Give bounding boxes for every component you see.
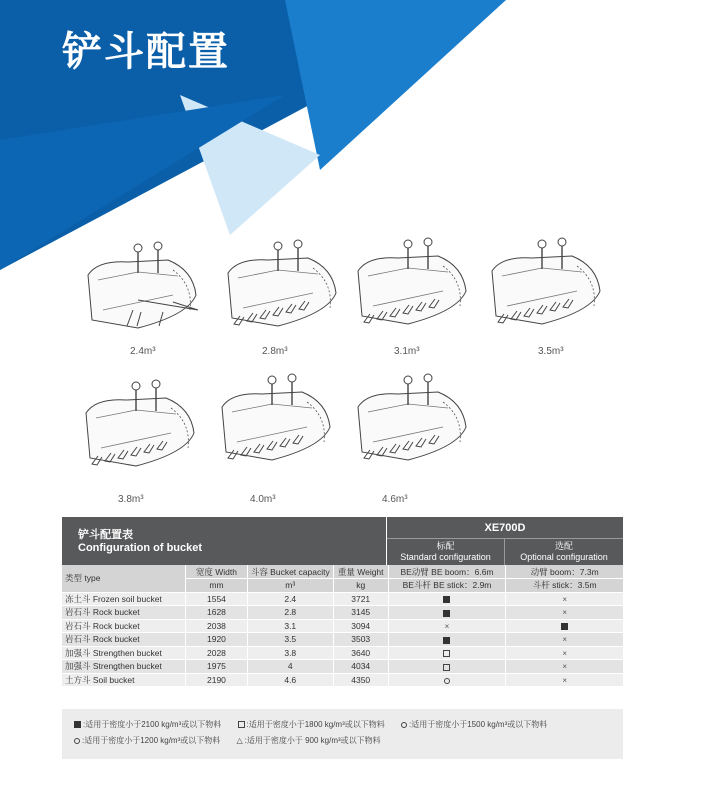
bucket-capacity-label: 4.0m³ (250, 494, 276, 505)
col-weight: 重量 Weight (333, 565, 388, 579)
table-row (62, 619, 623, 633)
unit-capacity: m³ (247, 579, 333, 593)
cell-capacity: 2.4 (247, 592, 333, 606)
cross-icon: × (562, 608, 567, 618)
bucket-illustration (78, 240, 208, 345)
legend-item: :适用于密度小于1500 kg/m³或以下物料 (401, 720, 547, 729)
legend-line-1 (74, 717, 611, 733)
filled-square-icon (561, 623, 568, 630)
bucket-capacity-label: 3.1m³ (394, 346, 420, 357)
bucket-capacity-label: 3.8m³ (118, 494, 144, 505)
standard-cn: 标配 (436, 541, 455, 551)
cell-weight: 3145 (333, 606, 388, 620)
cross-icon: × (444, 621, 450, 631)
legend-text: 适用于密度小于1800 kg/m³或以下物料 (248, 720, 385, 729)
cell-optional (506, 592, 623, 606)
col-std-boom: BE动臂 BE boom：6.6m (388, 565, 506, 579)
col-opt-stick: 斗杆 stick：3.5m (506, 579, 623, 593)
filled-square-icon (443, 596, 450, 603)
filled-square-icon (74, 721, 81, 728)
table-row (62, 606, 623, 620)
cell-weight: 3721 (333, 592, 388, 606)
open-square-icon (443, 650, 450, 657)
legend-box (62, 709, 623, 759)
col-width: 宽度 Width (186, 565, 248, 579)
cell-weight: 3640 (333, 646, 388, 660)
cell-capacity: 3.1 (247, 619, 333, 633)
circle-icon (401, 722, 407, 728)
cell-type: 岩石斗 Rock bucket (62, 619, 186, 633)
page-title: 铲斗配置 (62, 29, 230, 75)
legend-line-2 (74, 733, 611, 749)
cell-capacity: 3.8 (247, 646, 333, 660)
circle-icon (74, 738, 80, 744)
cell-weight: 3503 (333, 633, 388, 647)
legend-text: 适用于密度小于1200 kg/m³或以下物料 (84, 736, 221, 745)
legend-item: :适用于密度小于1800 kg/m³或以下物料 (238, 720, 385, 729)
cell-width: 1554 (186, 592, 248, 606)
unit-weight: kg (333, 579, 388, 593)
bucket-illustration (348, 236, 478, 341)
cell-width: 1628 (186, 606, 248, 620)
cell-weight: 4350 (333, 673, 388, 687)
open-square-icon (443, 664, 450, 671)
table-row (62, 592, 623, 606)
table-header-row (62, 565, 623, 579)
bucket-icon (78, 240, 208, 340)
cross-icon: × (562, 594, 567, 604)
optional-en: Optional configuration (520, 552, 608, 562)
table-row (62, 660, 623, 674)
table-row (62, 673, 623, 687)
bucket-icon (76, 378, 206, 478)
cell-standard (388, 606, 506, 620)
col-std-stick: BE斗杆 BE stick：2.9m (388, 579, 506, 593)
cell-standard (388, 592, 506, 606)
cross-icon: × (562, 648, 567, 658)
bucket-capacity-label: 3.5m³ (538, 346, 564, 357)
legend-text: 适用于密度小于1500 kg/m³或以下物料 (411, 720, 548, 729)
cell-width: 2038 (186, 619, 248, 633)
bucket-icon (482, 236, 612, 336)
cell-width: 1920 (186, 633, 248, 647)
table-row (62, 633, 623, 647)
triangle-icon: △ (236, 736, 243, 745)
model-name: XE700D (387, 517, 623, 539)
bucket-illustration (482, 236, 612, 341)
bucket-capacity-label: 4.6m³ (382, 494, 408, 505)
legend-item: :适用于密度小于1200 kg/m³或以下物料 (74, 736, 220, 745)
cell-optional (506, 646, 623, 660)
cell-standard (388, 619, 506, 633)
optional-cn: 选配 (554, 541, 573, 551)
cell-type: 加强斗 Strengthen bucket (62, 646, 186, 660)
table-row (62, 646, 623, 660)
cell-type: 冻土斗 Frozen soil bucket (62, 592, 186, 606)
cell-weight: 3094 (333, 619, 388, 633)
cell-type: 加强斗 Strengthen bucket (62, 660, 186, 674)
config-table-body (62, 565, 623, 687)
filled-square-icon (443, 610, 450, 617)
cell-capacity: 4 (247, 660, 333, 674)
table-title (62, 517, 387, 565)
cell-type: 土方斗 Soil bucket (62, 673, 186, 687)
bucket-icon (348, 236, 478, 336)
filled-square-icon (443, 637, 450, 644)
circle-icon (444, 678, 450, 684)
cell-type: 岩石斗 Rock bucket (62, 633, 186, 647)
cell-capacity: 3.5 (247, 633, 333, 647)
table-title-cn: 铲斗配置表 (78, 529, 133, 541)
legend-text: 适用于密度小于2100 kg/m³或以下物料 (85, 720, 222, 729)
col-opt-boom: 动臂 boom：7.3m (506, 565, 623, 579)
legend-item: △ :适用于密度小于 900 kg/m³或以下物料 (236, 736, 381, 745)
cell-weight: 4034 (333, 660, 388, 674)
bucket-capacity-label: 2.4m³ (130, 346, 156, 357)
bucket-illustration (76, 378, 206, 483)
bucket-capacity-label: 2.8m³ (262, 346, 288, 357)
standard-config-header (387, 539, 505, 565)
cell-optional (506, 606, 623, 620)
table-header (62, 517, 623, 565)
cell-width: 1975 (186, 660, 248, 674)
bucket-icon (212, 372, 342, 472)
bucket-illustration (348, 372, 478, 477)
cross-icon: × (562, 662, 567, 672)
cell-optional (506, 633, 623, 647)
open-square-icon (238, 721, 245, 728)
col-capacity: 斗容 Bucket capacity (247, 565, 333, 579)
cell-standard (388, 646, 506, 660)
unit-width: mm (186, 579, 248, 593)
legend-item: :适用于密度小于2100 kg/m³或以下物料 (74, 720, 221, 729)
standard-en: Standard configuration (400, 552, 491, 562)
cell-standard (388, 660, 506, 674)
cell-capacity: 4.6 (247, 673, 333, 687)
bucket-icon (348, 372, 478, 472)
col-type: 类型 type (62, 565, 186, 592)
bucket-config-table (62, 517, 623, 687)
cell-width: 2028 (186, 646, 248, 660)
legend-text: 适用于密度小于 900 kg/m³或以下物料 (246, 736, 381, 745)
bucket-illustration (218, 238, 348, 343)
cell-standard (388, 633, 506, 647)
cell-optional (506, 673, 623, 687)
cell-standard (388, 673, 506, 687)
bucket-illustration (212, 372, 342, 477)
cross-icon: × (562, 635, 567, 645)
table-title-en: Configuration of bucket (78, 542, 203, 554)
cell-capacity: 2.8 (247, 606, 333, 620)
cell-optional (506, 660, 623, 674)
bucket-icon (218, 238, 348, 338)
cell-optional (506, 619, 623, 633)
cell-width: 2190 (186, 673, 248, 687)
optional-config-header (505, 539, 623, 565)
cell-type: 岩石斗 Rock bucket (62, 606, 186, 620)
cross-icon: × (562, 675, 567, 685)
